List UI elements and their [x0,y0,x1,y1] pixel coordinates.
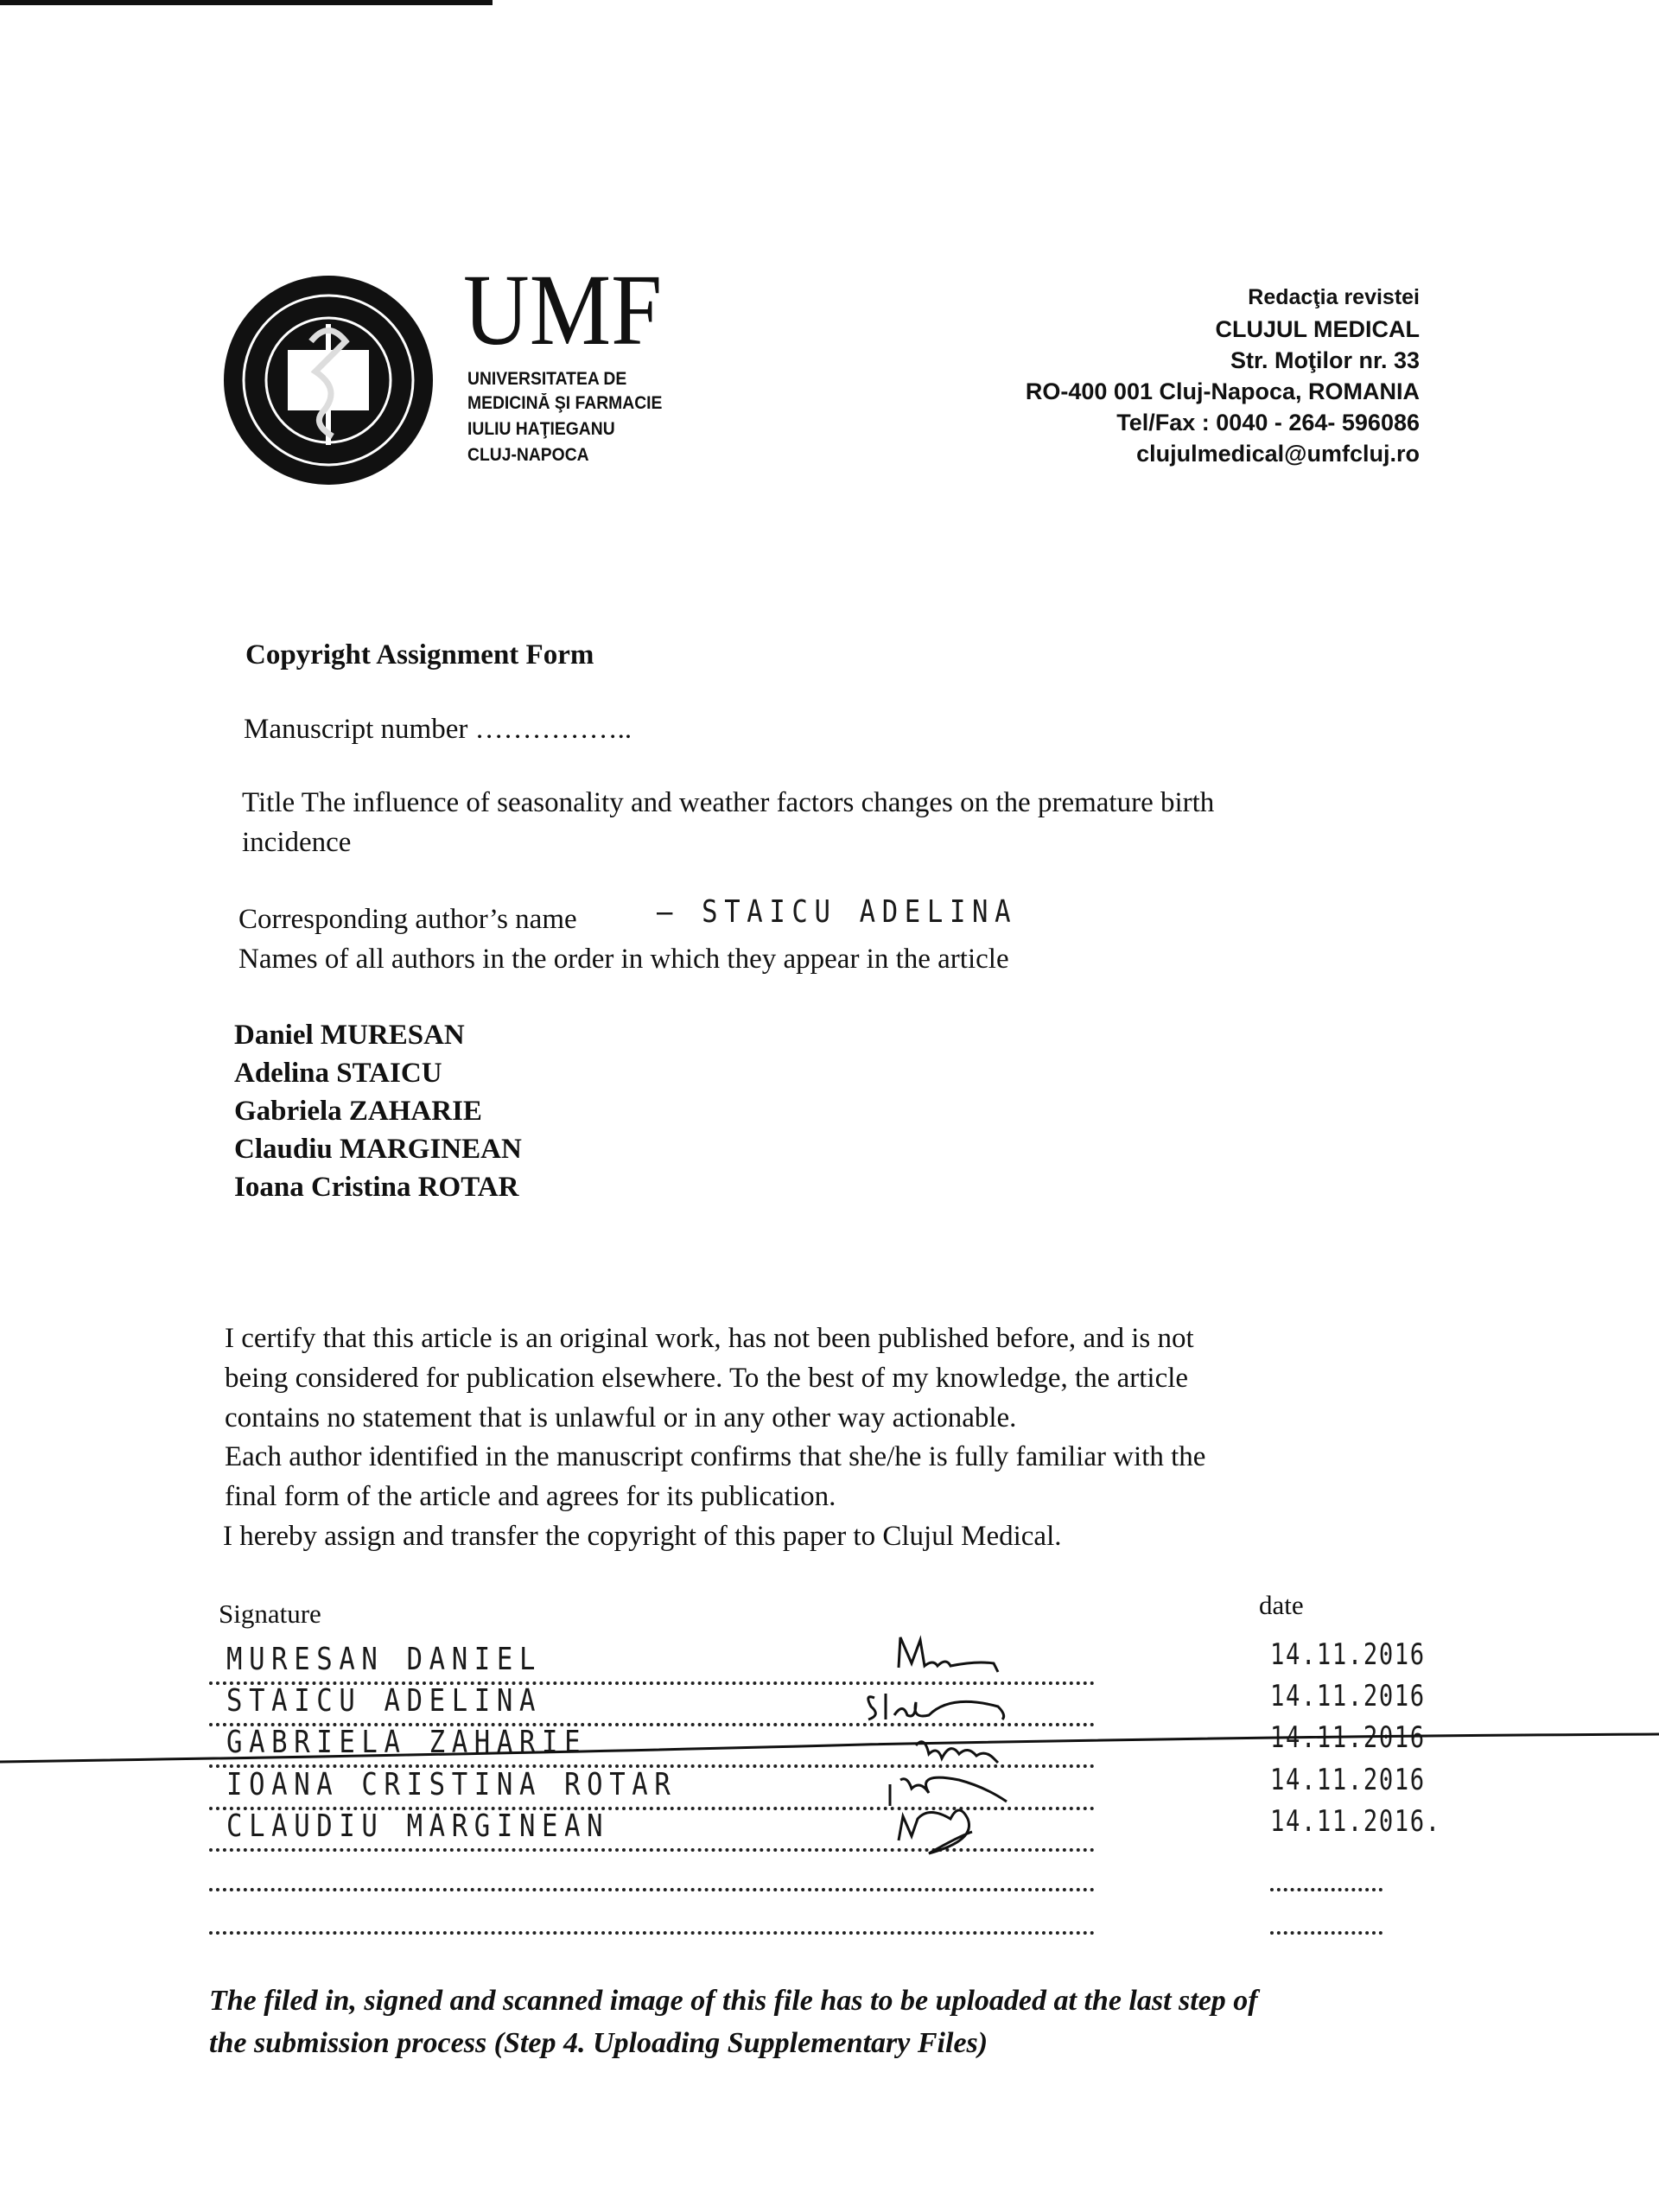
signature-rotar [890,1777,1007,1806]
signature-muresan [899,1637,998,1672]
date-dotted-line [1270,1931,1382,1935]
signer-name-handwritten: IOANA CRISTINA ROTAR [226,1767,677,1802]
address-line: Str. Moţilor nr. 33 [1230,347,1420,373]
umf-seal-logo [220,272,436,488]
author-name: Ioana Cristina ROTAR [234,1172,519,1203]
statement-line: Each author identified in the manuscript confirms that she/he is fully familiar with the [225,1441,1206,1472]
article-title-line: incidence [242,827,352,858]
strikethrough-line [0,1724,1659,1767]
address-line: RO-400 001 Cluj-Napoca, ROMANIA [1025,378,1420,404]
signature-label: Signature [219,1599,321,1629]
statement-line: contains no statement that is unlawful or in any other way actionable. [225,1402,1017,1433]
dotted-line [209,1888,1095,1891]
manuscript-number: Manuscript number …………….. [244,714,632,745]
university-line: CLUJ-NAPOCA [467,445,589,465]
author-name: Gabriela ZAHARIE [234,1096,482,1127]
signature-staicu [868,1694,1004,1719]
signature-date: 14.11.2016 [1270,1720,1426,1755]
address-line: CLUJUL MEDICAL [1215,316,1420,342]
statement-line: I certify that this article is an original work, has not been published before, and is not [225,1323,1194,1354]
corresponding-author-handwritten: — STAICU ADELINA [657,894,1018,930]
dotted-line [209,1931,1095,1935]
upload-instructions: The filed in, signed and scanned image of this file has to be uploaded at the last step of [209,1985,1258,2017]
address-line: Tel/Fax : 0040 - 264- 596086 [1116,410,1420,435]
form-heading: Copyright Assignment Form [245,639,594,671]
university-line: IULIU HAŢIEGANU [467,419,615,439]
article-title-line: Title The influence of seasonality and weather factors changes on the premature birth [242,787,1215,818]
authors-order-label: Names of all authors in the order in which they appear in the article [238,944,1009,975]
author-name: Daniel MURESAN [234,1020,465,1051]
statement-line: I hereby assign and transfer the copyright of this paper to Clujul Medical. [223,1521,1062,1552]
signer-name-handwritten: GABRIELA ZAHARIE [226,1725,588,1760]
signature-date: 14.11.2016 [1270,1679,1426,1713]
university-line: MEDICINĂ ŞI FARMACIE [467,393,663,413]
date-label: date [1259,1590,1304,1620]
corresponding-author-label: Corresponding author’s name [238,904,577,935]
date-dotted-line [1270,1888,1382,1891]
signature-date: 14.11.2016 [1270,1763,1426,1797]
signature-date: 14.11.2016 [1270,1637,1426,1672]
university-line: UNIVERSITATEA DE [467,369,627,389]
signer-name-handwritten: MURESAN DANIEL [226,1642,543,1677]
address-email: clujulmedical@umfcluj.ro [1136,441,1420,467]
signature-marginean [899,1810,972,1853]
statement-line: being considered for publication elsewhere. To the best of my knowledge, the article [225,1363,1189,1394]
author-name: Adelina STAICU [234,1058,442,1089]
scan-edge-line [0,0,493,5]
author-name: Claudiu MARGINEAN [234,1134,522,1165]
signer-name-handwritten: CLAUDIU MARGINEAN [226,1808,610,1844]
address-line: Redacţia revistei [1248,285,1420,309]
signer-name-handwritten: STAICU ADELINA [226,1683,543,1719]
upload-instructions: the submission process (Step 4. Uploading Supplementary Files) [209,2027,988,2059]
statement-line: final form of the article and agrees for its publication. [225,1481,836,1512]
umf-logo-text: UMF [463,253,663,366]
signature-date: 14.11.2016. [1270,1804,1441,1839]
